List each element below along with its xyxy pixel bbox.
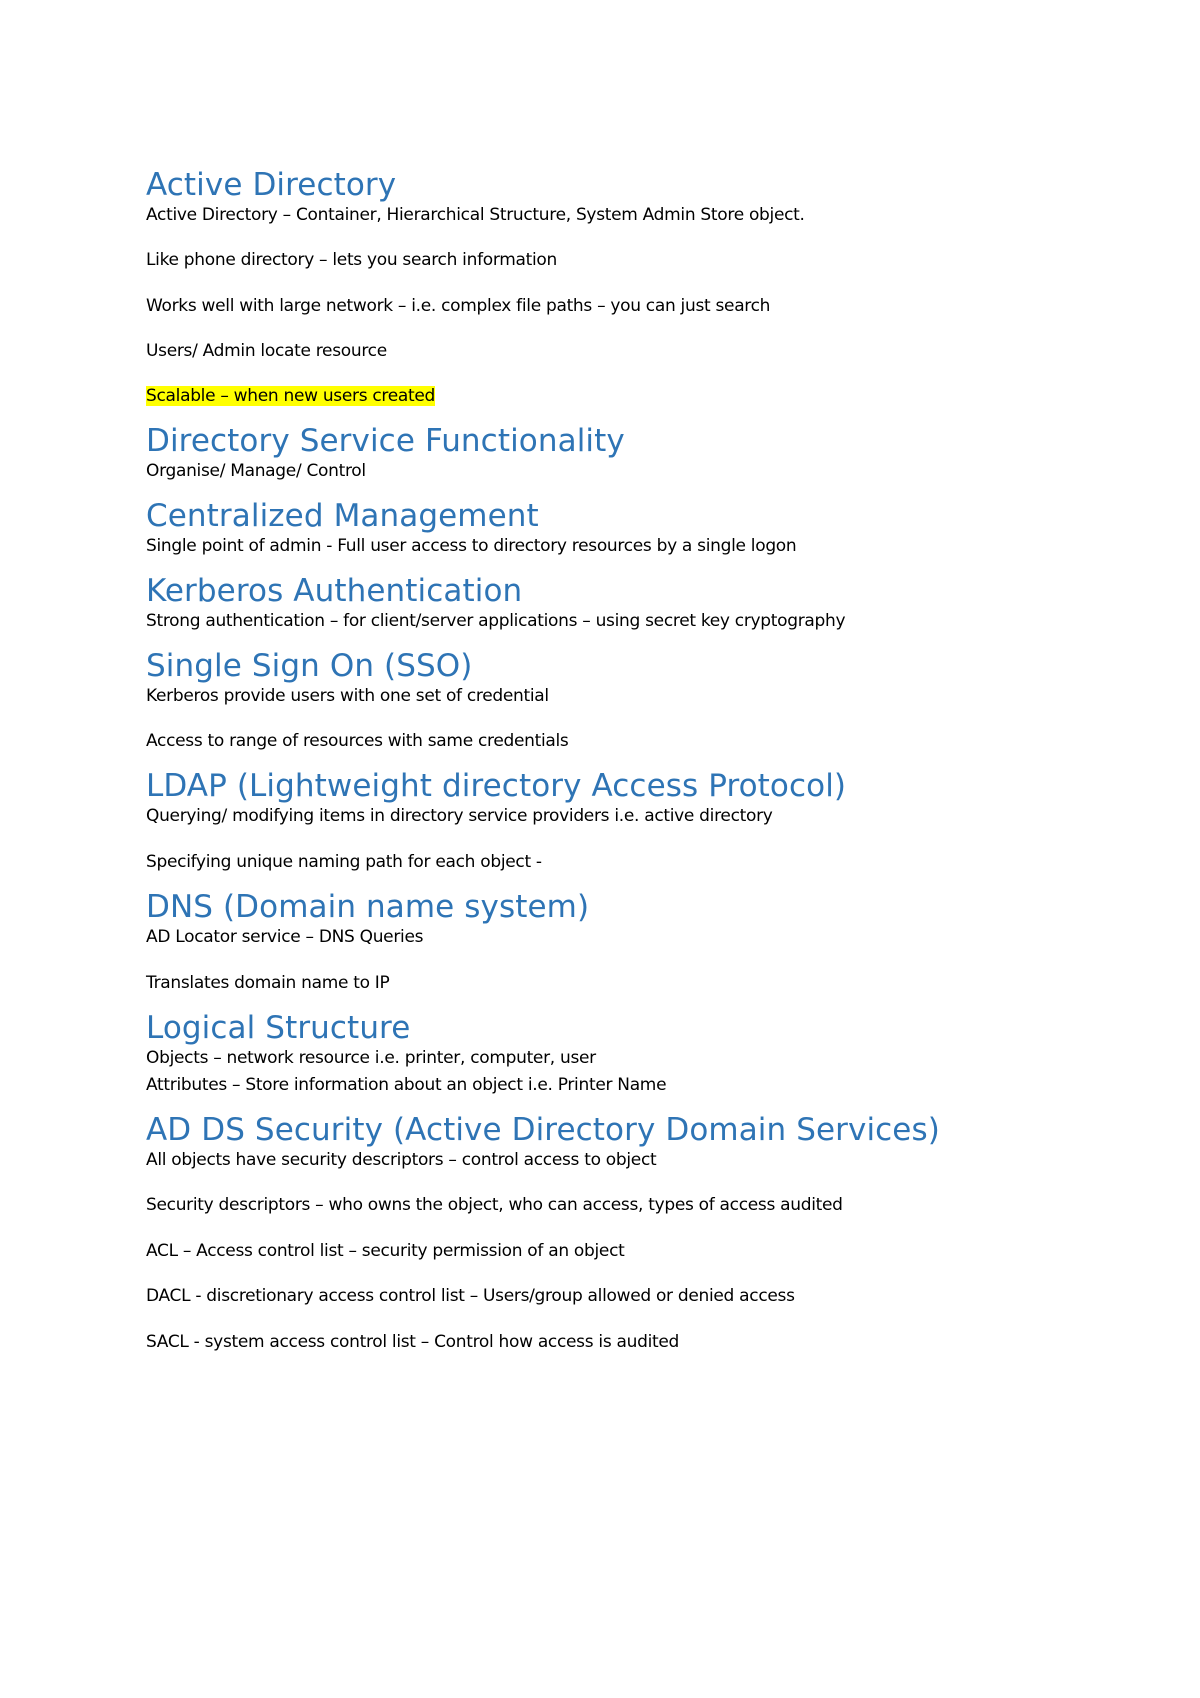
text-line: Strong authentication – for client/server applications – using secret key cryptography [146,611,846,631]
text-line: Works well with large network – i.e. complex file paths – you can just search [146,296,771,316]
heading-active-directory: Active Directory [146,167,397,203]
text-line: Security descriptors – who owns the object, who can access, types of access audited [146,1195,843,1215]
section-dns [146,888,1106,995]
heading-kerberos-authentication: Kerberos Authentication [146,573,523,609]
text-line: Querying/ modifying items in directory service providers i.e. active directory [146,806,773,826]
text-line: Translates domain name to IP [146,973,390,993]
section-single-sign-on [146,647,1106,753]
heading-directory-service-functionality: Directory Service Functionality [146,423,625,459]
heading-dns: DNS (Domain name system) [146,889,590,925]
text-line: Active Directory – Container, Hierarchical Structure, System Admin Store object. [146,205,805,225]
text-line: Attributes – Store information about an object i.e. Printer Name [146,1075,667,1095]
heading-logical-structure: Logical Structure [146,1010,411,1046]
heading-ad-ds-security: AD DS Security (Active Directory Domain Services) [146,1112,940,1148]
section-directory-service-functionality [146,422,1106,483]
text-line: All objects have security descriptors – control access to object [146,1150,657,1170]
text-line: Single point of admin - Full user access to directory resources by a single logon [146,536,797,556]
text-line: Access to range of resources with same credentials [146,731,569,751]
section-kerberos-authentication [146,572,1106,633]
document-page [146,166,1106,1354]
section-active-directory [146,166,1106,408]
heading-ldap: LDAP (Lightweight directory Access Protocol) [146,768,847,804]
text-line: Objects – network resource i.e. printer, computer, user [146,1048,596,1068]
text-line: AD Locator service – DNS Queries [146,927,424,947]
heading-centralized-management: Centralized Management [146,498,539,534]
highlighted-text: Scalable – when new users created [146,386,436,406]
section-logical-structure [146,1009,1106,1097]
heading-single-sign-on: Single Sign On (SSO) [146,648,473,684]
text-line: SACL - system access control list – Control how access is audited [146,1332,680,1352]
text-line: ACL – Access control list – security permission of an object [146,1241,625,1261]
section-centralized-management [146,497,1106,558]
text-line: DACL - discretionary access control list – Users/group allowed or denied access [146,1286,795,1306]
text-line: Like phone directory – lets you search information [146,250,557,270]
text-line: Kerberos provide users with one set of credential [146,686,549,706]
text-line: Specifying unique naming path for each object - [146,852,542,872]
text-line: Organise/ Manage/ Control [146,461,366,481]
section-ad-ds-security [146,1111,1106,1354]
section-ldap [146,767,1106,874]
text-line: Users/ Admin locate resource [146,341,387,361]
